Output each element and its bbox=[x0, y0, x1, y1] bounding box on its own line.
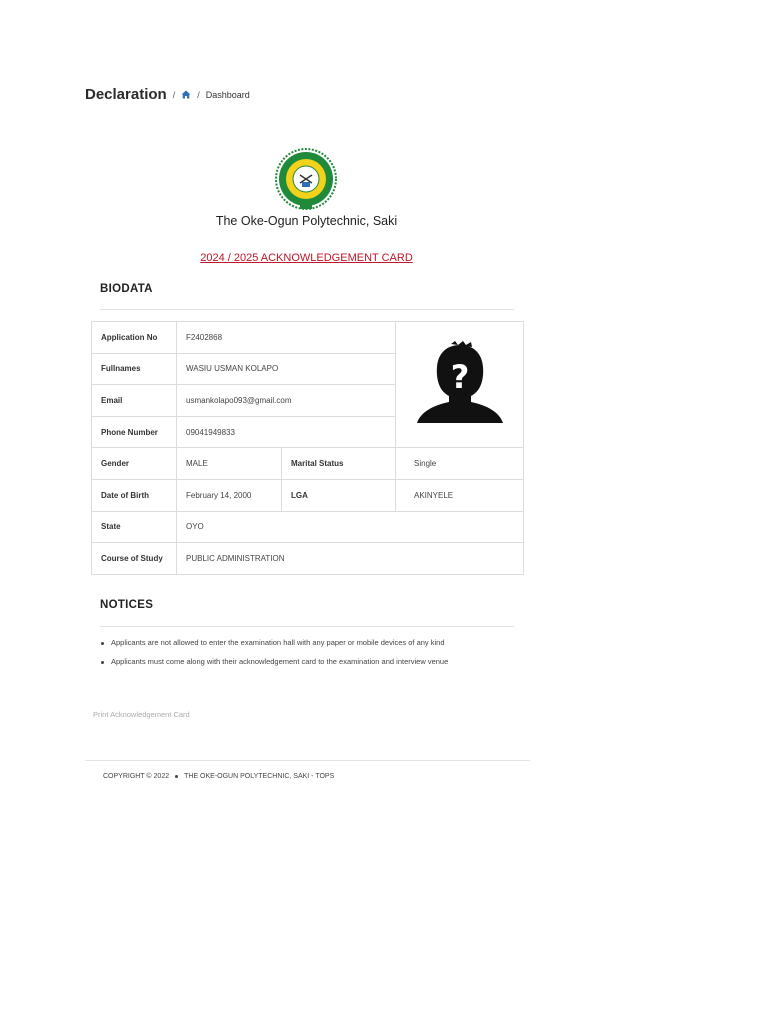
dob-value: February 14, 2000 bbox=[177, 479, 282, 511]
state-label: State bbox=[92, 511, 177, 543]
state-value: OYO bbox=[177, 511, 524, 543]
phone-label: Phone Number bbox=[92, 416, 177, 448]
notices-heading: NOTICES bbox=[100, 599, 154, 611]
course-value: PUBLIC ADMINISTRATION bbox=[177, 543, 524, 575]
table-row bbox=[92, 543, 524, 575]
page-header bbox=[85, 86, 250, 103]
biodata-heading: BIODATA bbox=[100, 283, 153, 295]
application-no-label: Application No bbox=[92, 322, 177, 354]
footer-org: THE OKE-OGUN POLYTECHNIC, SAKI - TOPS bbox=[184, 773, 335, 780]
breadcrumb-separator: / bbox=[172, 89, 176, 100]
list-item: Applicants are not allowed to enter the examination hall with any paper or mobile devices of any kind bbox=[100, 637, 448, 656]
fullnames-value: WASIU USMAN KOLAPO bbox=[177, 353, 396, 385]
lga-label: LGA bbox=[282, 479, 396, 511]
print-acknowledgement-button[interactable]: Print Acknowledgement Card bbox=[93, 710, 190, 719]
course-label: Course of Study bbox=[92, 543, 177, 575]
table-row bbox=[92, 511, 524, 543]
notices-list bbox=[100, 637, 448, 675]
footer-copyright: COPYRIGHT © 2022 bbox=[103, 773, 170, 780]
footer bbox=[103, 773, 334, 780]
acknowledgement-card-title: 2024 / 2025 ACKNOWLEDGEMENT CARD bbox=[200, 252, 413, 264]
application-no-value: F2402868 bbox=[177, 322, 396, 354]
table-row bbox=[92, 479, 524, 511]
biodata-table bbox=[91, 321, 524, 575]
polytechnic-crest-logo bbox=[273, 146, 339, 214]
breadcrumb-separator: / bbox=[197, 89, 200, 100]
breadcrumb-dashboard[interactable]: Dashboard bbox=[205, 89, 250, 100]
institution-name: The Oke-Ogun Polytechnic, Saki bbox=[215, 214, 398, 228]
home-icon[interactable] bbox=[181, 90, 191, 99]
gender-label: Gender bbox=[92, 448, 177, 480]
list-item: Applicants must come along with their acknowledgement card to the examination and interview venue bbox=[100, 656, 448, 675]
notices-divider bbox=[100, 626, 514, 627]
photo-cell bbox=[396, 322, 524, 448]
biodata-divider bbox=[100, 309, 514, 310]
footer-divider bbox=[85, 760, 530, 761]
page-title: Declaration bbox=[85, 86, 167, 103]
table-row bbox=[92, 322, 524, 354]
phone-value: 09041949833 bbox=[177, 416, 396, 448]
fullnames-label: Fullnames bbox=[92, 353, 177, 385]
dob-label: Date of Birth bbox=[92, 479, 177, 511]
footer-separator bbox=[175, 775, 178, 778]
gender-value: MALE bbox=[177, 448, 282, 480]
marital-status-label: Marital Status bbox=[282, 448, 396, 480]
table-row bbox=[92, 448, 524, 480]
marital-status-value: Single bbox=[396, 448, 524, 480]
svg-text:?: ? bbox=[450, 357, 469, 396]
email-label: Email bbox=[92, 385, 177, 417]
unknown-person-silhouette-icon bbox=[415, 341, 505, 427]
lga-value: AKINYELE bbox=[396, 479, 524, 511]
email-value: usmankolapo093@gmail.com bbox=[177, 385, 396, 417]
